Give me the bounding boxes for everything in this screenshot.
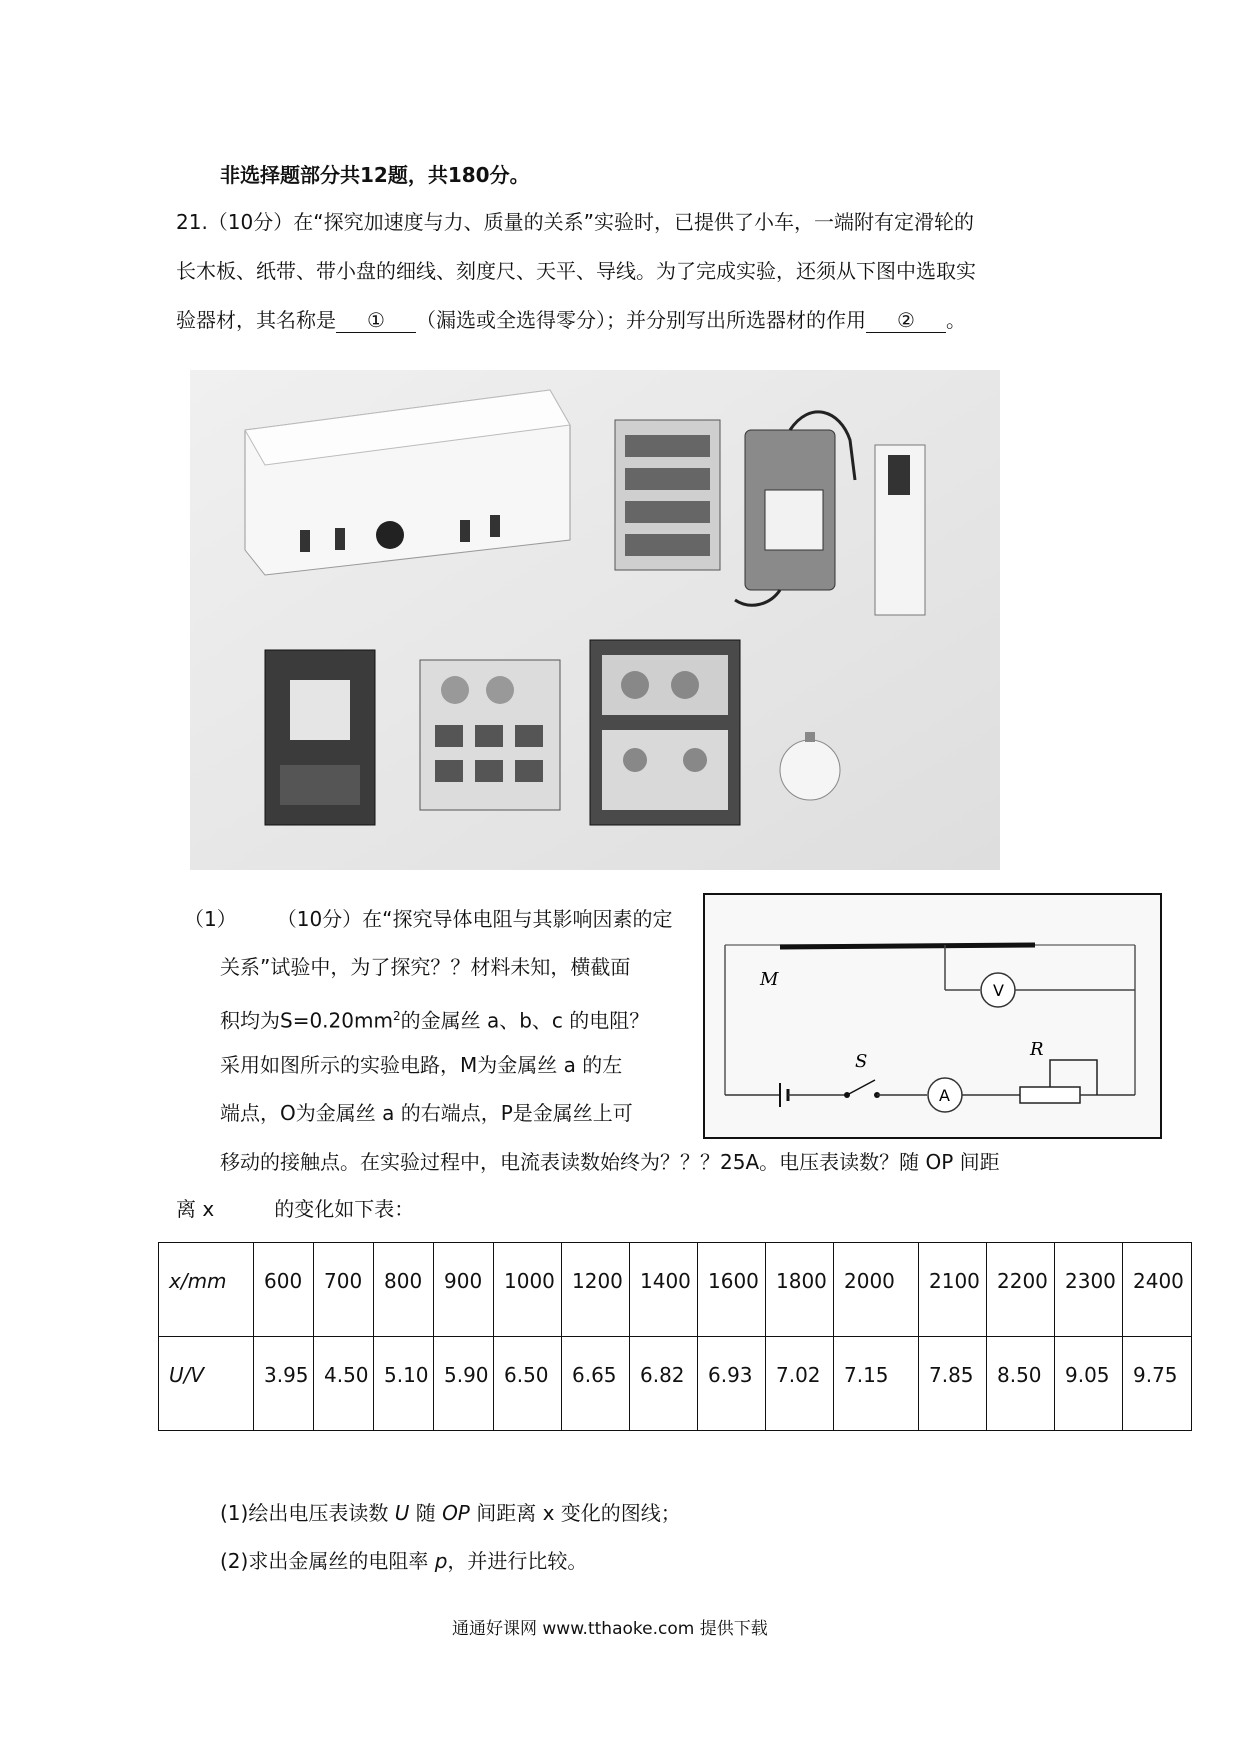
u-cell: 6.50	[494, 1337, 562, 1431]
q22-number: （1）	[184, 907, 237, 931]
label-m: M	[760, 969, 779, 990]
u-cell: 7.02	[766, 1337, 834, 1431]
u-cell: 6.65	[562, 1337, 630, 1431]
task-2-text-b: ，并进行比较。	[447, 1549, 588, 1573]
q22-line-3	[220, 1004, 649, 1033]
ammeter-label: A	[939, 1086, 950, 1105]
circuit-diagram	[703, 893, 1162, 1139]
q21-line-3-text-a: 验器材，其名称是	[176, 308, 336, 332]
u-cell: 9.75	[1123, 1337, 1192, 1431]
equipment-illustration	[190, 370, 1000, 870]
q22-line-4: 采用如图所示的实验电路，M为金属丝 a 的左	[220, 1053, 623, 1077]
task-1-text-c: 间距离 x 变化的图线；	[476, 1501, 681, 1525]
circuit-drawing	[705, 895, 1160, 1137]
x-cell: 600	[254, 1243, 314, 1337]
x-cell: 2100	[919, 1243, 987, 1337]
x-cell: 2000	[834, 1243, 919, 1337]
symbol-rho: p	[434, 1549, 448, 1573]
q22-line-1-text: （10分）在“探究导体电阻与其影响因素的定	[276, 907, 673, 931]
u-header: U/V	[159, 1337, 254, 1431]
x-cell: 1400	[630, 1243, 698, 1337]
q22-line-7	[176, 1197, 414, 1221]
x-cell: 1800	[766, 1243, 834, 1337]
answer-blank-1: ①	[336, 308, 416, 333]
u-cell: 7.85	[919, 1337, 987, 1431]
u-cell: 6.82	[630, 1337, 698, 1431]
x-cell: 1200	[562, 1243, 630, 1337]
u-cell: 8.50	[987, 1337, 1055, 1431]
data-table	[158, 1242, 1192, 1431]
q21-line-1: 21.（10分）在“探究加速度与力、质量的关系”实验时，已提供了小车，一端附有定滑轮的	[176, 210, 974, 234]
q21-line-3-text-b: （漏选或全选得零分）；并分别写出所选器材的作用	[416, 308, 866, 332]
voltmeter-label: V	[993, 981, 1004, 1000]
u-cell: 9.05	[1055, 1337, 1123, 1431]
label-s: S	[855, 1051, 868, 1072]
equipment-photo	[190, 370, 1000, 870]
q21-line-3-text-c: 。	[946, 308, 966, 332]
x-header: x/mm	[159, 1243, 254, 1337]
weight-box-2	[590, 640, 740, 825]
u-cell: 4.50	[314, 1337, 374, 1431]
q22-line-7-text-b: 的变化如下表：	[274, 1197, 415, 1221]
q21-line-2: 长木板、纸带、带小盘的细线、刻度尺、天平、导线。为了完成实验，还须从下图中选取实	[176, 259, 976, 283]
u-cell: 5.90	[434, 1337, 494, 1431]
task-1-text-a: (1)绘出电压表读数	[220, 1501, 389, 1525]
label-r: R	[1030, 1039, 1044, 1060]
task-2-text-a: (2)求出金属丝的电阻率	[220, 1549, 429, 1573]
u-cell: 6.93	[698, 1337, 766, 1431]
u-cell: 5.10	[374, 1337, 434, 1431]
rheostat-symbol	[1020, 1087, 1080, 1103]
u-cell: 3.95	[254, 1337, 314, 1431]
x-cell: 1600	[698, 1243, 766, 1337]
symbol-op: OP	[442, 1501, 470, 1525]
q22-line-5: 端点，O为金属丝 a 的右端点，P是金属丝上可	[220, 1101, 633, 1125]
symbol-u: U	[394, 1501, 410, 1525]
x-cell: 700	[314, 1243, 374, 1337]
q22-line-1	[184, 907, 673, 931]
section-heading: 非选择题部分共12题，共180分。	[220, 163, 530, 187]
q22-line-6: 移动的接触点。在实验过程中，电流表读数始终为？？？25A。电压表读数？随 OP 间距	[220, 1150, 1000, 1174]
spring-scale	[875, 445, 925, 615]
q22-line-2: 关系”试验中，为了探究？？材料未知，横截面	[220, 955, 631, 979]
x-cell: 2300	[1055, 1243, 1123, 1337]
q22-line-7-text-a: 离 x	[176, 1197, 215, 1221]
q22-line-3-text-b: 的金属丝 a、b、c 的电阻？	[400, 1008, 650, 1033]
task-1-text-b: 随	[415, 1501, 436, 1525]
x-cell: 2200	[987, 1243, 1055, 1337]
clamp-device	[265, 650, 375, 825]
u-row	[159, 1337, 1192, 1431]
page-footer: 通通好课网 www.tthaoke.com 提供下载	[452, 1619, 768, 1639]
metal-wire	[780, 945, 1035, 947]
x-cell: 800	[374, 1243, 434, 1337]
x-row	[159, 1243, 1192, 1337]
task-2	[220, 1549, 587, 1573]
weight-box-1	[420, 660, 560, 810]
x-cell: 900	[434, 1243, 494, 1337]
u-cell: 7.15	[834, 1337, 919, 1431]
x-cell: 2400	[1123, 1243, 1192, 1337]
q21-line-3	[176, 308, 966, 333]
x-cell: 1000	[494, 1243, 562, 1337]
answer-blank-2: ②	[866, 308, 946, 333]
area-exponent: 2	[392, 1009, 401, 1023]
task-1	[220, 1501, 681, 1525]
battery-holder	[615, 420, 720, 570]
q22-line-3-text-a: 积均为S=0.20mm	[220, 1008, 393, 1033]
